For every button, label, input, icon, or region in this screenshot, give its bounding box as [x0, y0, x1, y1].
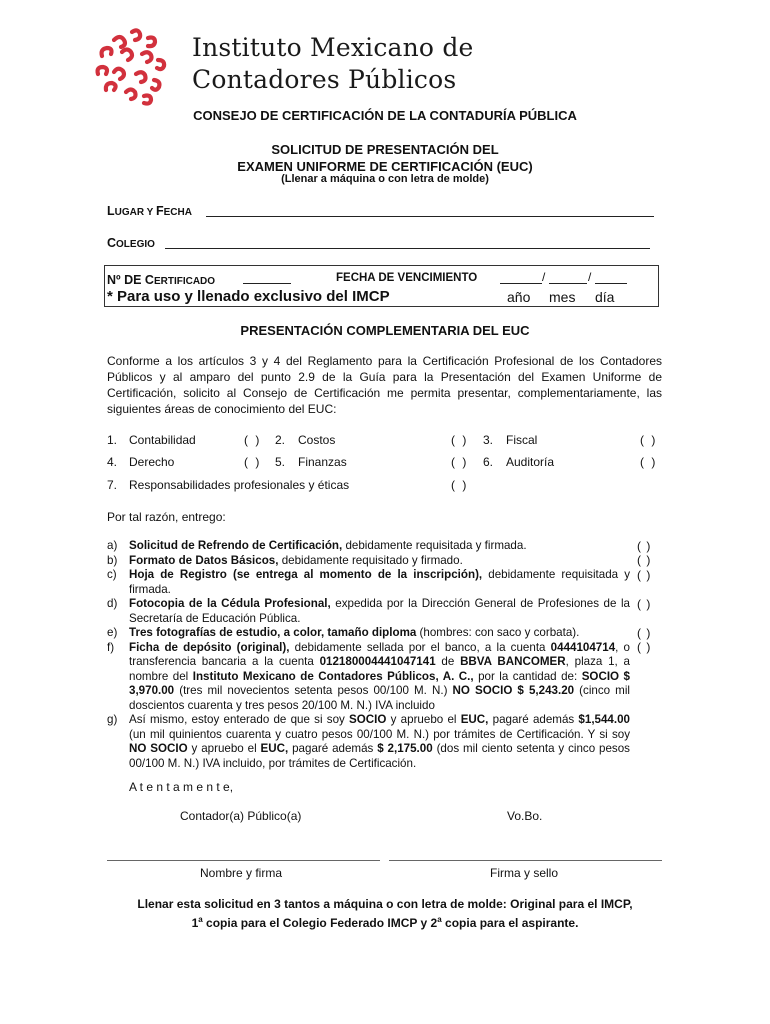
area-2-num: 2. — [275, 433, 286, 447]
area-4-checkbox[interactable]: ( ) — [244, 455, 262, 469]
fecha-rest: ECHA — [163, 207, 192, 218]
doc-f-beneficiary: Instituto Mexicano de Contadores Públicos, A. C., — [192, 669, 474, 683]
footer-line1: Llenar esta solicitud en 3 tantos a máquina o con letra de molde: Original para el IMCP, — [137, 897, 633, 911]
college-signature-line[interactable] — [389, 860, 662, 861]
cert-number-field[interactable] — [243, 283, 291, 284]
date-sep-2: / — [588, 270, 592, 284]
colegio-label — [107, 236, 155, 250]
doc-b-bold: Formato de Datos Básicos, — [129, 553, 279, 567]
area-1-name: Contabilidad — [129, 433, 196, 447]
colegio-initial: C — [107, 236, 117, 250]
doc-e-checkbox[interactable]: ( ) — [637, 626, 652, 640]
footer-line2-a: 1 — [191, 916, 199, 930]
day-caption: día — [595, 289, 615, 305]
doc-b-checkbox[interactable]: ( ) — [637, 553, 652, 567]
doc-f-text-7: (cinco mil doscientos cuarenta y tres pesos 20/100 M. N.) IVA incluido — [129, 684, 630, 712]
documents-list — [107, 539, 630, 771]
org-name — [192, 32, 474, 96]
council-heading: CONSEJO DE CERTIFICACIÓN DE LA CONTADURÍA PÚBLICA — [193, 108, 577, 123]
doc-item-a — [107, 539, 630, 554]
area-2-checkbox[interactable]: ( ) — [451, 433, 469, 447]
area-7-checkbox[interactable]: ( ) — [451, 478, 469, 492]
doc-f-nosocio-amount: NO SOCIO $ 5,243.20 — [452, 684, 575, 697]
atentamente: A t e n t a m e n t e, — [129, 780, 234, 794]
footer-sup-2: a — [437, 915, 442, 924]
doc-item-d — [107, 597, 630, 626]
doc-f-bold-1: Ficha de depósito (original), — [129, 640, 290, 654]
footer-note — [0, 896, 770, 931]
doc-e-text: (hombres: con saco y corbata). — [416, 626, 580, 639]
doc-item-f — [107, 641, 630, 714]
date-sep-1: / — [542, 270, 546, 284]
doc-g-bold-2: EUC, — [460, 713, 489, 726]
expiry-year-field[interactable] — [500, 283, 542, 284]
area-6-checkbox[interactable]: ( ) — [640, 455, 658, 469]
area-3-name: Fiscal — [506, 433, 538, 447]
doc-b-text: debidamente requisitado y firmado. — [278, 553, 463, 567]
doc-f-letter: f) — [107, 640, 115, 654]
colegio-rest: OLEGIO — [116, 239, 155, 250]
doc-f-text-6: (tres mil novecientos setenta pesos 00/100 M. N.) — [174, 684, 453, 697]
area-3-num: 3. — [483, 433, 494, 447]
footer-line2-b: copia para el Colegio Federado IMCP y 2 — [202, 916, 438, 930]
form-title-line2: EXAMEN UNIFORME DE CERTIFICACIÓN (EUC) — [237, 159, 533, 174]
doc-f-socio-amount: SOCIO $ 3,970.00 — [129, 669, 630, 697]
doc-d-text: expedida por la Dirección General de Profesiones de la Secretaría de Educación Pública. — [129, 597, 630, 625]
cert-number-label-a: Nº DE C — [107, 273, 154, 287]
area-5-num: 5. — [275, 455, 286, 469]
doc-f-text-3: de — [435, 655, 461, 668]
doc-g-text-2: y apruebo el — [386, 713, 461, 726]
doc-a-checkbox[interactable]: ( ) — [637, 539, 652, 553]
doc-item-e — [107, 626, 630, 641]
year-caption: año — [507, 289, 531, 305]
month-caption: mes — [549, 289, 576, 305]
contador-caption: Contador(a) Público(a) — [180, 809, 302, 823]
form-title — [0, 141, 770, 175]
area-6-name: Auditoría — [506, 455, 555, 469]
applicant-signature-line[interactable] — [107, 860, 380, 861]
expiry-label: FECHA DE VENCIMIENTO — [336, 272, 478, 284]
doc-f-text-2: , o transferencia bancaria a la cuenta — [129, 640, 630, 668]
area-2-name: Costos — [298, 433, 336, 447]
doc-g-bold-3: $1,544.00 — [578, 713, 630, 726]
doc-a-letter: a) — [107, 539, 118, 552]
org-name-line1: Instituto Mexicano de — [192, 33, 474, 62]
doc-d-bold: Fotocopia de la Cédula Profesional, — [129, 597, 331, 610]
doc-g-text-6: pagaré además — [288, 742, 378, 755]
doc-c-bold: Hoja de Registro (se entrega al momento de la inscripción), — [129, 568, 483, 581]
expiry-day-field[interactable] — [595, 283, 627, 284]
footer-sup-1: a — [198, 915, 203, 924]
doc-d-letter: d) — [107, 597, 118, 610]
firma-sello-caption: Firma y sello — [490, 866, 559, 880]
doc-f-text-5: por la cantidad de: — [473, 669, 582, 683]
lugar-rest: UGAR Y — [114, 207, 156, 218]
entrego-label: Por tal razón, entrego: — [107, 510, 226, 524]
doc-a-text: debidamente requisitada y firmada. — [342, 539, 527, 552]
area-5-name: Finanzas — [298, 455, 347, 469]
lugar-initial: L — [107, 204, 115, 218]
doc-f-text-1: debidamente sellada por el banco, a la cuenta — [289, 640, 551, 654]
expiry-month-field[interactable] — [549, 283, 587, 284]
doc-b-letter: b) — [107, 553, 118, 567]
intro-paragraph: Conforme a los artículos 3 y 4 del Reglamento para la Certificación Profesional de los Contadores Públicos y al amparo del punto 2.9 de la Guía para la Presentación del Examen Uniforme de Certificación, solicito al Consejo de Certificación me permita presentar, complementariamente, las siguientes áreas de conocimiento del EUC: — [107, 354, 662, 416]
doc-a-bold: Solicitud de Refrendo de Certificación, — [129, 539, 343, 552]
doc-f-clabe: 012180004441047141 — [319, 655, 436, 668]
doc-item-c — [107, 568, 630, 597]
doc-c-letter: c) — [107, 568, 117, 581]
nombre-firma-caption: Nombre y firma — [200, 866, 283, 880]
doc-f-bank: BBVA BANCOMER — [460, 655, 566, 668]
doc-g-text-1: Así mismo, estoy enterado de que si soy — [129, 713, 350, 726]
area-5-checkbox[interactable]: ( ) — [451, 455, 469, 469]
doc-g-bold-5: EUC, — [260, 742, 289, 755]
area-3-checkbox[interactable]: ( ) — [640, 433, 658, 447]
doc-g-text-5: y apruebo el — [187, 742, 261, 755]
fill-instructions: (Llenar a máquina o con letra de molde) — [281, 173, 489, 185]
doc-f-account: 0444104714 — [550, 640, 616, 654]
section-title: PRESENTACIÓN COMPLEMENTARIA DEL EUC — [240, 323, 530, 338]
doc-g-bold-6: $ 2,175.00 — [377, 742, 433, 755]
doc-g-text-4: (un mil quinientos cuarenta y cuatro pesos 00/100 M. N.) por trámites de Certificación. Y si soy — [129, 727, 630, 741]
doc-e-bold: Tres fotografías de estudio, a color, tamaño diploma — [129, 626, 417, 639]
area-1-num: 1. — [107, 433, 118, 447]
footer-line2 — [0, 912, 770, 931]
colegio-field[interactable] — [165, 248, 650, 249]
doc-d-checkbox[interactable]: ( ) — [637, 597, 652, 611]
doc-g-letter: g) — [107, 713, 118, 726]
area-4-name: Derecho — [129, 455, 175, 469]
cert-number-label-b: ERTIFICADO — [153, 276, 216, 287]
doc-f-text-4: , plaza 1, a nombre del — [129, 655, 630, 683]
doc-g-bold-4: NO SOCIO — [129, 742, 188, 755]
lugar-fecha-field[interactable] — [206, 216, 654, 217]
doc-c-text: debidamente requisitada y firmada. — [129, 568, 630, 596]
doc-item-b — [107, 554, 630, 569]
org-name-line2: Contadores Públicos — [192, 65, 457, 94]
area-6-num: 6. — [483, 455, 494, 469]
doc-g-text-3: pagaré además — [488, 713, 579, 726]
area-7-num: 7. — [107, 478, 118, 492]
imcp-logo-icon — [92, 26, 170, 106]
lugar-fecha-label — [107, 204, 192, 218]
form-title-line1: SOLICITUD DE PRESENTACIÓN DEL — [271, 142, 499, 157]
footer-line2-c: copia para el aspirante. — [441, 916, 579, 930]
imcp-exclusive-note: * Para uso y llenado exclusivo del IMCP — [107, 288, 390, 305]
doc-g-bold-1: SOCIO — [349, 713, 387, 726]
doc-f-checkbox[interactable]: ( ) — [637, 640, 652, 654]
fecha-initial: F — [155, 204, 164, 218]
area-1-checkbox[interactable]: ( ) — [244, 433, 262, 447]
vobo-caption: Vo.Bo. — [507, 809, 543, 823]
doc-c-checkbox[interactable]: ( ) — [637, 568, 652, 582]
doc-g-text-7: (dos mil ciento setenta y cinco pesos 00/100 M. N.) IVA incluido, por trámites de Certificación. — [129, 742, 630, 770]
doc-e-letter: e) — [107, 626, 118, 639]
area-7-name: Responsabilidades profesionales y éticas — [129, 478, 350, 492]
doc-item-g — [107, 713, 630, 771]
area-4-num: 4. — [107, 455, 118, 469]
cert-number-label — [107, 271, 215, 289]
